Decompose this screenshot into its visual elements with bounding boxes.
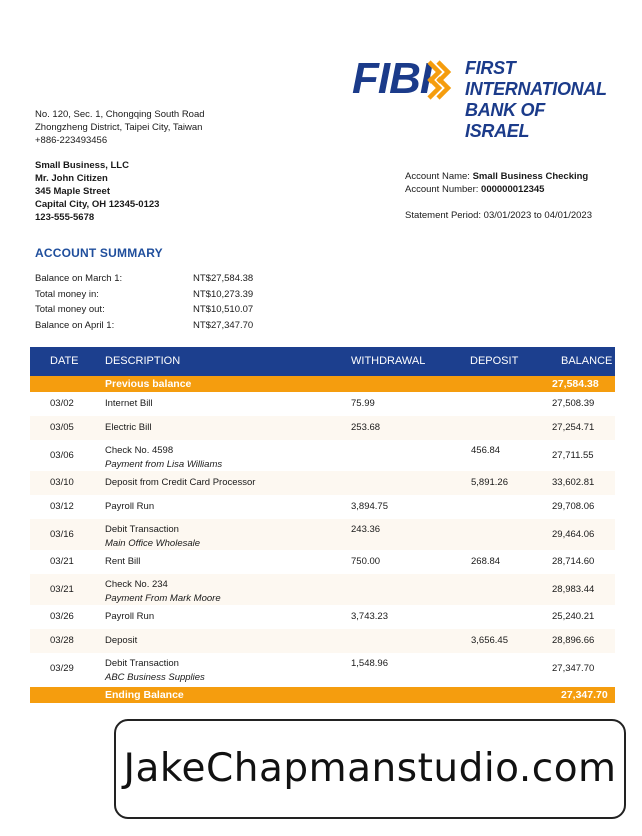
summary-label: Balance on April 1: bbox=[35, 319, 115, 331]
row-description: Debit Transaction bbox=[105, 658, 179, 669]
table-row bbox=[30, 574, 615, 605]
row-date: 03/21 bbox=[50, 556, 74, 567]
logo-bank-name bbox=[465, 58, 612, 142]
row-balance: 28,896.66 bbox=[552, 635, 595, 646]
row-withdrawal: 3,894.75 bbox=[351, 501, 388, 512]
table-row bbox=[30, 653, 615, 684]
row-balance: 25,240.21 bbox=[552, 611, 595, 622]
account-number-value: 000000012345 bbox=[481, 184, 545, 195]
row-withdrawal: 243.36 bbox=[351, 524, 381, 535]
row-balance: 28,983.44 bbox=[552, 584, 595, 595]
row-description: Rent Bill bbox=[105, 556, 141, 567]
header-description: DESCRIPTION bbox=[105, 355, 181, 367]
customer-name: Mr. John Citizen bbox=[35, 173, 108, 184]
row-balance: 28,714.60 bbox=[552, 556, 595, 567]
row-description: Payroll Run bbox=[105, 501, 155, 512]
table-header bbox=[30, 347, 615, 376]
row-date: 03/26 bbox=[50, 611, 74, 622]
row-withdrawal: 3,743.23 bbox=[351, 611, 388, 622]
row-balance: 27,347.70 bbox=[552, 663, 595, 674]
row-deposit: 5,891.26 bbox=[471, 477, 508, 488]
table-row bbox=[30, 471, 615, 495]
summary-value: NT$10,510.07 bbox=[193, 304, 254, 315]
row-description: Deposit from Credit Card Processor bbox=[105, 477, 256, 488]
row-description: Debit Transaction bbox=[105, 524, 179, 535]
row-sub-description: Payment from Lisa Williams bbox=[105, 459, 223, 470]
previous-balance-value: 27,584.38 bbox=[552, 378, 599, 390]
table-row bbox=[30, 629, 615, 653]
account-name-label: Account Name: bbox=[405, 171, 470, 182]
summary-value: NT$27,584.38 bbox=[193, 273, 254, 284]
watermark-banner: JakeChapmanstudio.com bbox=[114, 719, 626, 819]
account-number-label: Account Number: bbox=[405, 184, 479, 195]
account-number-line bbox=[405, 183, 588, 196]
table-row bbox=[30, 416, 615, 440]
customer-block bbox=[35, 159, 159, 224]
row-description: Check No. 4598 bbox=[105, 445, 174, 456]
row-date: 03/21 bbox=[50, 584, 74, 595]
summary-value: NT$27,347.70 bbox=[193, 319, 254, 331]
account-name-line bbox=[405, 170, 588, 183]
logo-abbreviation: FIBI bbox=[352, 54, 432, 103]
row-balance: 33,602.81 bbox=[552, 477, 595, 488]
table-row bbox=[30, 550, 615, 574]
transactions-table bbox=[30, 347, 615, 703]
customer-company: Small Business, LLC bbox=[35, 160, 129, 171]
row-description: Internet Bill bbox=[105, 398, 153, 409]
table-row bbox=[30, 392, 615, 416]
account-info bbox=[405, 170, 588, 196]
row-deposit: 456.84 bbox=[471, 445, 501, 456]
row-description: Payroll Run bbox=[105, 611, 155, 622]
table-body bbox=[30, 392, 615, 684]
row-deposit: 3,656.45 bbox=[471, 635, 508, 646]
row-balance: 27,508.39 bbox=[552, 398, 595, 409]
row-withdrawal: 1,548.96 bbox=[351, 658, 388, 669]
phone-line: +886-223493456 bbox=[35, 135, 108, 146]
row-balance: 27,254.71 bbox=[552, 422, 595, 433]
summary-label: Total money in: bbox=[35, 288, 99, 300]
row-withdrawal: 750.00 bbox=[351, 556, 381, 567]
row-description: Electric Bill bbox=[105, 422, 152, 433]
table-row bbox=[30, 440, 615, 471]
row-sub-description: Payment From Mark Moore bbox=[105, 593, 221, 604]
row-description: Check No. 234 bbox=[105, 579, 168, 590]
ending-balance-label: Ending Balance bbox=[105, 689, 184, 701]
summary-value: NT$10,273.39 bbox=[193, 288, 254, 300]
row-sub-description: Main Office Wholesale bbox=[105, 538, 201, 549]
table-row bbox=[30, 605, 615, 629]
row-description: Deposit bbox=[105, 635, 138, 646]
row-date: 03/28 bbox=[50, 635, 74, 646]
row-sub-description: ABC Business Supplies bbox=[105, 672, 205, 683]
row-date: 03/06 bbox=[50, 450, 74, 461]
table-row bbox=[30, 519, 615, 550]
header-withdrawal: WITHDRAWAL bbox=[351, 355, 426, 367]
logo-name-line-1: FIRST INTERNATIONAL bbox=[465, 58, 607, 99]
customer-street: 345 Maple Street bbox=[35, 186, 110, 197]
statement-period: Statement Period: 03/01/2023 to 04/01/2023 bbox=[405, 210, 592, 221]
row-balance: 29,708.06 bbox=[552, 501, 595, 512]
customer-city: Capital City, OH 12345-0123 bbox=[35, 199, 160, 210]
summary-label: Balance on March 1: bbox=[35, 273, 123, 284]
row-withdrawal: 75.99 bbox=[351, 398, 375, 409]
row-withdrawal: 253.68 bbox=[351, 422, 381, 433]
row-date: 03/16 bbox=[50, 529, 74, 540]
summary-title: ACCOUNT SUMMARY bbox=[35, 246, 163, 260]
row-balance: 29,464.06 bbox=[552, 529, 595, 540]
header-balance: BALANCE bbox=[561, 355, 613, 367]
row-date: 03/05 bbox=[50, 422, 74, 433]
previous-balance-row bbox=[30, 376, 615, 392]
row-date: 03/29 bbox=[50, 663, 74, 674]
ending-balance-value: 27,347.70 bbox=[561, 689, 608, 701]
row-date: 03/10 bbox=[50, 477, 74, 488]
row-deposit: 268.84 bbox=[471, 556, 501, 567]
logo-chevron-icon bbox=[425, 58, 461, 102]
bank-logo bbox=[352, 54, 612, 141]
row-date: 03/12 bbox=[50, 501, 74, 512]
bank-address bbox=[35, 108, 205, 147]
row-date: 03/02 bbox=[50, 398, 74, 409]
previous-balance-label: Previous balance bbox=[105, 378, 192, 390]
customer-phone: 123-555-5678 bbox=[35, 212, 95, 223]
address-line: No. 120, Sec. 1, Chongqing South Road bbox=[35, 109, 205, 120]
logo-name-line-2: BANK OF ISRAEL bbox=[465, 100, 545, 141]
account-name-value: Small Business Checking bbox=[472, 171, 589, 182]
header-deposit: DEPOSIT bbox=[470, 355, 519, 367]
address-line: Zhongzheng District, Taipei City, Taiwan bbox=[35, 122, 203, 133]
ending-balance-row bbox=[30, 687, 615, 703]
header-date: DATE bbox=[50, 355, 79, 367]
table-row bbox=[30, 495, 615, 519]
summary-label: Total money out: bbox=[35, 304, 105, 315]
row-balance: 27,711.55 bbox=[552, 450, 594, 461]
